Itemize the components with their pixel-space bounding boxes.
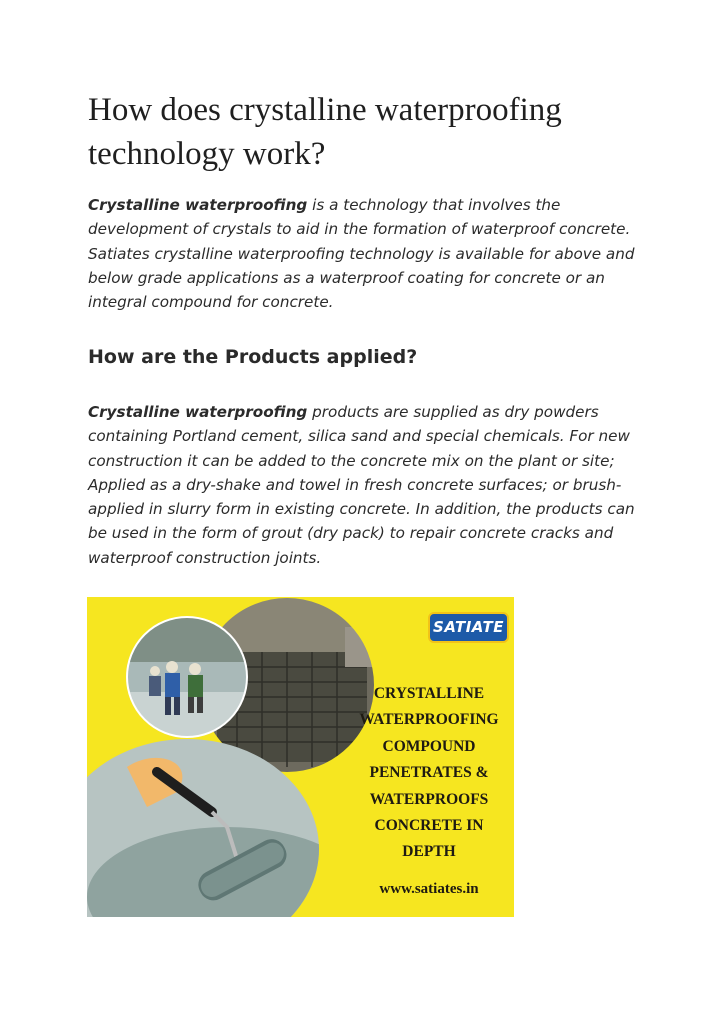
- application-bold-term: Crystalline waterproofing: [88, 403, 308, 421]
- application-paragraph: [88, 400, 648, 570]
- headline-line: PENETRATES &: [369, 764, 489, 782]
- satiate-logo: SATIATE: [428, 612, 509, 643]
- banner-headline: [349, 681, 509, 866]
- headline-line: CONCRETE IN: [374, 817, 484, 835]
- intro-text: is a technology that involves the development of crystals to aid in the formation of waterproof concrete. Satiates crystalline waterproofing technology is available for above and below grade applications as a waterproof coating for concrete or an integral compound for concrete.: [88, 196, 635, 312]
- promo-banner-image: [87, 597, 514, 917]
- intro-paragraph: [88, 193, 648, 314]
- headline-line: DEPTH: [402, 843, 456, 861]
- section-heading: How are the Products applied?: [88, 346, 418, 368]
- headline-line: WATERPROOFING: [359, 711, 499, 729]
- application-text: products are supplied as dry powders containing Portland cement, silica sand and special chemicals. For new construction it can be added to the concrete mix on the plant or site; Applied as a dry-shake and towel in fresh concrete surfaces; or brush-applied in slurry form in existing concrete. In addition, the products can be used in the form of grout (dry pack) to repair concrete cracks and waterproof construction joints.: [88, 403, 635, 567]
- headline-line: CRYSTALLINE: [373, 685, 485, 702]
- article-title: How does crystalline waterproofing technology work?: [88, 92, 562, 172]
- headline-line: COMPOUND: [382, 737, 476, 755]
- intro-bold-term: Crystalline waterproofing: [88, 196, 308, 214]
- banner-url: www.satiates.in: [379, 881, 479, 897]
- headline-line: WATERPROOFS: [369, 790, 489, 808]
